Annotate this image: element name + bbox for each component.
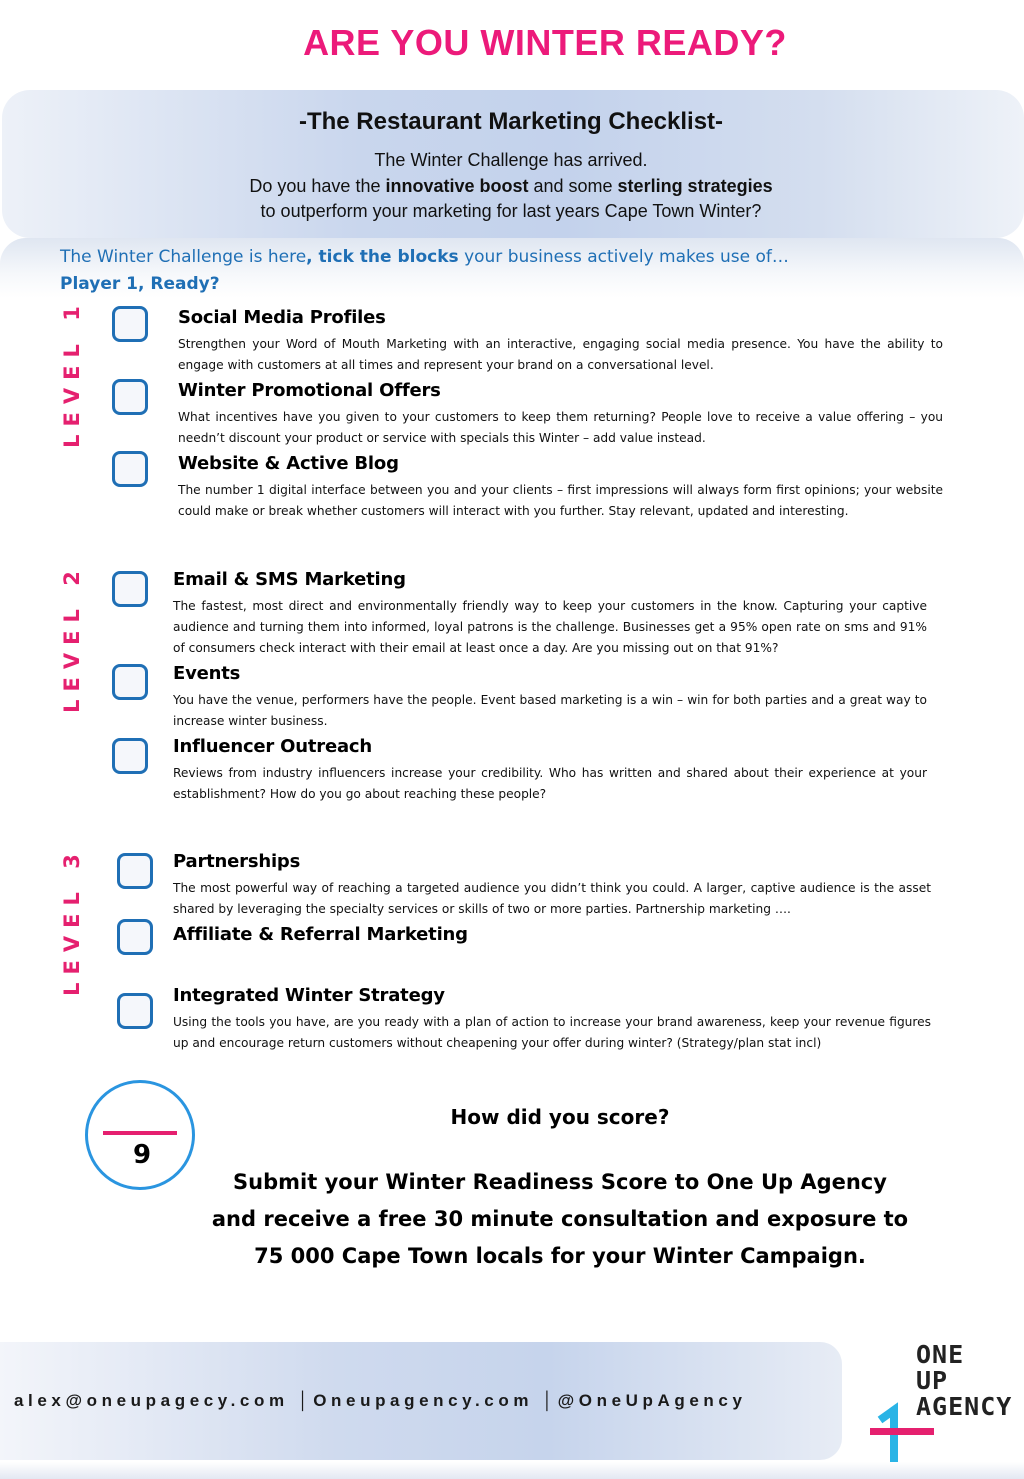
item-desc-winter-offers: What incentives have you given to your customers to keep them returning? People love to receive a value offering – you needn’t discount your product or service with specials this Winter – add value instead.: [178, 410, 943, 445]
logo-word-up: UP: [916, 1366, 949, 1395]
level-2-label: LEVEL 2: [60, 563, 84, 713]
item-title-email-sms: Email & SMS Marketing: [173, 569, 406, 590]
cta-line-2: and receive a free 30 minute consultation and exposure to: [211, 1207, 909, 1231]
item-desc-integrated-strategy: Using the tools you have, are you ready with a plan of action to increase your brand awareness, keep your revenue figures up and encourage return customers without cheapening your offer during winter? (Strategy/plan stat incl): [173, 1015, 931, 1050]
checkbox-website-blog[interactable]: [112, 451, 148, 487]
item-title-partnerships: Partnerships: [173, 851, 301, 872]
page-title: ARE YOU WINTER READY?: [303, 22, 787, 63]
logo-plus-one-icon: [866, 1398, 938, 1470]
item-title-integrated-strategy: Integrated Winter Strategy: [173, 985, 445, 1006]
item-title-website-blog: Website & Active Blog: [178, 453, 399, 474]
checkbox-integrated-strategy[interactable]: [117, 993, 153, 1029]
player-label: Player 1, Ready?: [60, 274, 220, 294]
cta-line-1: Submit your Winter Readiness Score to One Up Agency: [233, 1170, 887, 1194]
cta-line-3: 75 000 Cape Town locals for your Winter Campaign.: [254, 1244, 866, 1268]
item-desc-email-sms: The fastest, most direct and environmentally friendly way to keep your customers in the know. Capturing your captive audience and turning them into informed, loyal patrons is the challenge. Businesses get a 95% open rate on sms and 91% of consumers check interact with their email at least once a day. Are you missing out on that 91%?: [173, 599, 927, 655]
contact-info: alex@oneupagecy.com │Oneupagency.com │@OneUpAgency: [14, 1391, 747, 1410]
item-desc-events: You have the venue, performers have the people. Event based marketing is a win – win for both parties and a great way to increase winter business.: [173, 693, 927, 728]
checkbox-email-sms[interactable]: [112, 571, 148, 607]
item-title-affiliate: Affiliate & Referral Marketing: [173, 924, 468, 945]
item-title-winter-offers: Winter Promotional Offers: [178, 380, 441, 401]
checkbox-influencer[interactable]: [112, 738, 148, 774]
banner-line-1: The Winter Challenge has arrived.: [374, 150, 648, 170]
checkbox-affiliate[interactable]: [117, 919, 153, 955]
checkbox-social-media[interactable]: [112, 306, 148, 342]
banner-line-3: to outperform your marketing for last years Cape Town Winter?: [260, 201, 762, 221]
item-title-events: Events: [173, 663, 241, 684]
score-circle: [85, 1080, 195, 1190]
item-desc-influencer: Reviews from industry influencers increase your credibility. Who has written and shared about their experience at your establishment? How do you go about reaching these people?: [173, 766, 927, 801]
checkbox-events[interactable]: [112, 664, 148, 700]
item-desc-website-blog: The number 1 digital interface between you and your clients – first impressions will always form first opinions; your website could make or break whether customers will interact with you further. Stay relevant, updated and interesting.: [178, 483, 943, 518]
banner-title: -The Restaurant Marketing Checklist-: [298, 108, 724, 135]
score-total: 9: [132, 1140, 152, 1170]
intro-text: The Winter Challenge is here, tick the blocks your business actively makes use of…: [60, 247, 789, 267]
item-desc-partnerships: The most powerful way of reaching a targeted audience you didn’t think you could. A larger, captive audience is the asset shared by leveraging the specialty services or skills of two or more parties. Partnership marketing ….: [173, 881, 931, 916]
item-title-influencer: Influencer Outreach: [173, 736, 373, 757]
item-title-social-media: Social Media Profiles: [178, 307, 386, 328]
item-desc-social-media: Strengthen your Word of Mouth Marketing with an interactive, engaging social media presence. You have the ability to engage with customers at all times and represent your brand on a conversational level.: [178, 337, 943, 372]
banner-line-2: Do you have the innovative boost and some sterling strategies: [249, 176, 773, 196]
logo-word-agency: AGENCY: [916, 1392, 1013, 1421]
checkbox-partnerships[interactable]: [117, 853, 153, 889]
level-1-label: LEVEL 1: [60, 298, 84, 448]
level-3-label: LEVEL 3: [60, 846, 84, 996]
logo-word-one: ONE: [916, 1340, 965, 1369]
score-divider: [103, 1131, 177, 1135]
checkbox-winter-offers[interactable]: [112, 379, 148, 415]
score-question: How did you score?: [450, 1105, 670, 1129]
